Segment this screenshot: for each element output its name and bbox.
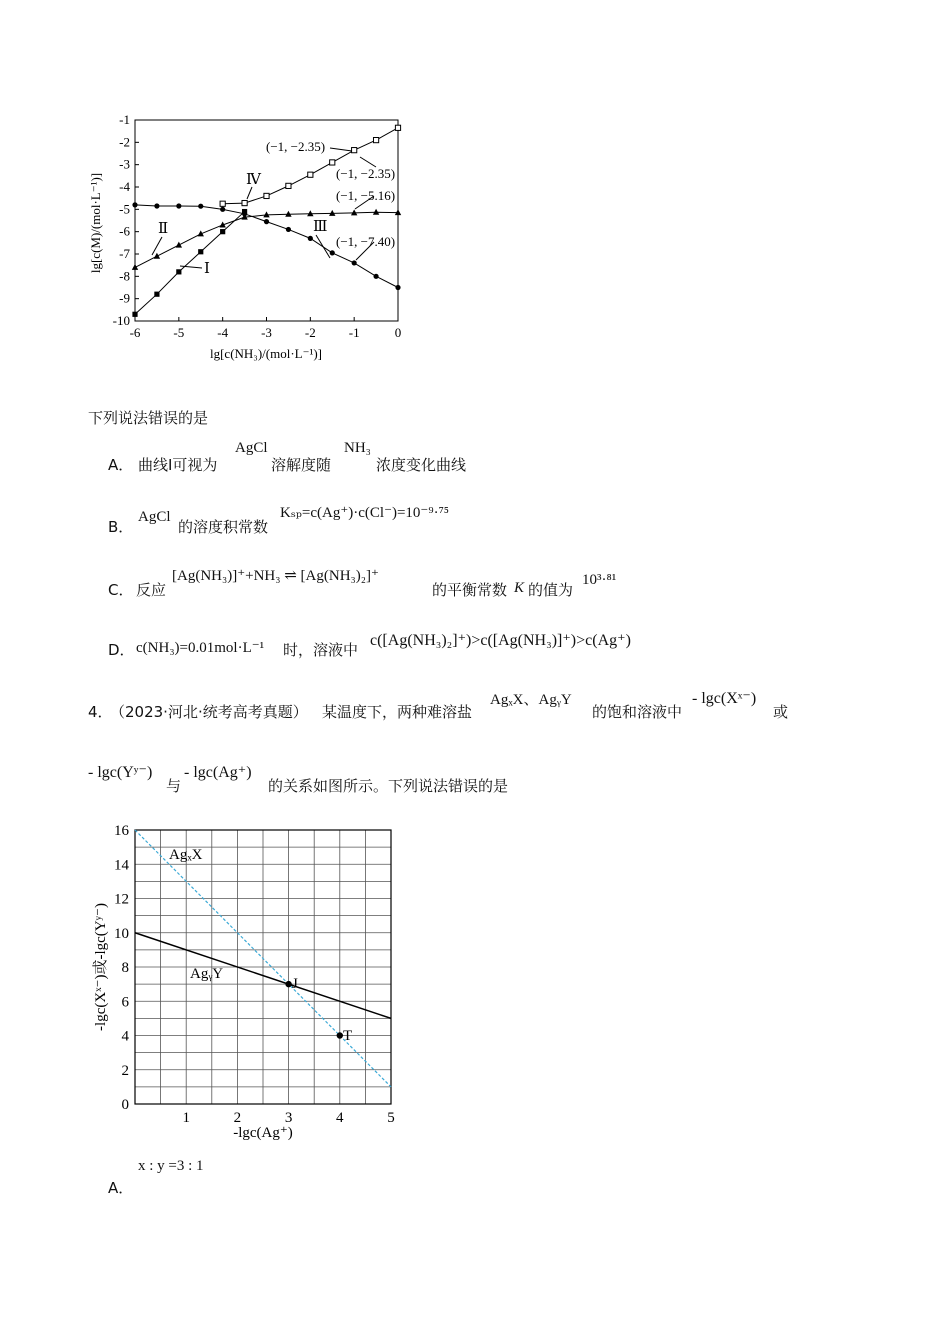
x-tick-label: -5 <box>173 325 185 340</box>
y-tick-label: -1 <box>119 112 130 127</box>
question-text: 或 <box>773 703 789 721</box>
question-text: 的关系如图所示。下列说法错误的是 <box>268 777 509 795</box>
annotation-2: (−1, −2.35) <box>336 166 396 181</box>
x-tick-label: 0 <box>394 325 402 340</box>
y-tick-label: -8 <box>119 268 130 284</box>
curve-label-III: Ⅲ <box>313 219 328 235</box>
x-tick-label: 4 <box>336 1110 344 1126</box>
data-point <box>308 172 313 177</box>
annotations <box>152 139 395 277</box>
option-text: 的平衡常数 <box>432 581 508 599</box>
series-label-agyy: AgᵧY <box>190 966 224 982</box>
formula-nh3: NH₃ <box>344 440 371 456</box>
option-letter: A． <box>108 1179 134 1197</box>
chart-silver-salts <box>85 815 415 1150</box>
curve-label-II: Ⅱ <box>158 221 169 237</box>
question-number: 4． <box>88 703 113 721</box>
formula-agcl: AgCl <box>138 509 171 525</box>
y-tick-label: 12 <box>114 891 129 908</box>
data-point <box>373 209 379 215</box>
y-tick-label: 10 <box>114 925 129 942</box>
formula-reaction: [Ag(NH₃)]⁺+NH₃ ⇌ [Ag(NH₃)₂]⁺ <box>172 568 379 584</box>
question-text: 的饱和溶液中 <box>592 703 683 721</box>
chart-ammonia-complex <box>80 105 430 380</box>
formula-nh3-conc: c(NH₃)=0.01mol·L⁻¹ <box>136 640 265 656</box>
question-text: 与 <box>166 777 182 795</box>
y-tick-label: 8 <box>121 960 129 976</box>
formula-lgc-ag: - lgc(Ag⁺) <box>184 764 252 781</box>
data-point <box>395 285 400 290</box>
y-tick-label: 16 <box>114 823 129 839</box>
annotation-1: (−1, −2.35) <box>266 139 326 154</box>
data-point <box>352 148 357 153</box>
data-point <box>154 253 160 259</box>
formula-salts: AgₓX、AgᵧY <box>490 692 572 708</box>
option-letter: D． <box>108 641 135 659</box>
series-line <box>135 212 245 315</box>
formula-agcl: AgCl <box>235 440 268 456</box>
curve-label-IV: Ⅳ <box>246 172 261 188</box>
y-tick-label: 0 <box>121 1097 129 1113</box>
y-tick-label: -4 <box>119 179 130 194</box>
option-text: 曲线Ⅰ可视为 <box>138 456 218 474</box>
data-point <box>154 292 159 297</box>
y-tick-label: -9 <box>119 290 130 306</box>
data-point <box>220 207 225 212</box>
data-point <box>285 981 291 987</box>
data-point <box>242 211 247 216</box>
annotation-4: (−1, −7.40) <box>336 234 396 249</box>
x-tick-label: 1 <box>182 1110 190 1126</box>
formula-lgc-y: - lgc(Yʸ⁻) <box>88 764 153 781</box>
option-text: 浓度变化曲线 <box>376 456 467 474</box>
data-point <box>352 260 357 265</box>
data-point <box>220 229 225 234</box>
option-letter: C． <box>108 581 134 599</box>
x-tick-label: -4 <box>217 325 229 340</box>
x-tick-label: -6 <box>129 325 141 340</box>
point-label-t: T <box>343 1028 353 1044</box>
question-source: （2023·河北·统考高考真题） <box>110 703 308 721</box>
point-label-j: J <box>292 976 298 992</box>
data-point <box>264 193 269 198</box>
formula-ksp: Kₛₚ=c(Ag⁺)·c(Cl⁻)=10⁻⁹·⁷⁵ <box>280 505 450 521</box>
x-tick-label: 5 <box>387 1110 395 1126</box>
data-point <box>242 200 247 205</box>
y-tick-label: 2 <box>121 1062 129 1079</box>
question-text: 某温度下，两种难溶盐 <box>322 703 473 721</box>
data-point <box>176 203 181 208</box>
data-point <box>176 269 181 274</box>
data-point <box>132 264 138 270</box>
annotation-3: (−1, −5.16) <box>336 188 396 203</box>
data-point <box>198 204 203 209</box>
data-point <box>176 242 182 248</box>
data-point <box>132 312 137 317</box>
x-tick-label: 3 <box>284 1110 293 1126</box>
formula-comparison: c([Ag(NH₃)₂]⁺)>c([Ag(NH₃)]⁺)>c(Ag⁺) <box>370 632 631 649</box>
option-text: 的值为 <box>528 581 574 599</box>
formula-ratio: x : y =3 : 1 <box>138 1158 204 1174</box>
y-tick-label: 6 <box>121 994 129 1011</box>
grid <box>135 830 391 1104</box>
y-tick-label: -5 <box>119 201 130 217</box>
data-point <box>330 160 335 165</box>
y-tick-label: -3 <box>119 156 130 172</box>
data-point <box>373 274 378 279</box>
data-point <box>220 201 225 206</box>
option-letter: A． <box>108 456 134 474</box>
symbol-k: K <box>514 580 525 596</box>
data-point <box>198 249 203 254</box>
data-point <box>154 203 159 208</box>
series-label-agxx: AgₓX <box>169 847 203 863</box>
y-tick-label: -10 <box>112 313 130 328</box>
formula-value: 10³·⁸¹ <box>582 572 617 588</box>
y-tick-label: -7 <box>119 246 130 261</box>
y-tick-label: 4 <box>121 1028 129 1045</box>
option-text: 的溶度积常数 <box>178 518 269 536</box>
y-tick-label: -6 <box>119 223 130 239</box>
data-point <box>308 236 313 241</box>
data-point <box>132 202 137 207</box>
data-point <box>395 125 400 130</box>
data-point <box>264 219 269 224</box>
option-text: 溶解度随 <box>271 456 332 474</box>
option-text: 时，溶液中 <box>283 641 359 659</box>
data-point <box>286 227 291 232</box>
data-point <box>330 250 335 255</box>
x-axis-label: -lgc(Ag⁺) <box>233 1125 293 1141</box>
y-axis-label: -lgc(Xˣ⁻)或-lgc(Yʸ⁻) <box>93 903 109 1031</box>
x-axis-label: lg[c(NH₃)/(mol·L⁻¹)] <box>209 346 323 361</box>
option-text: 反应 <box>136 581 167 599</box>
x-tick-label: 2 <box>233 1110 242 1126</box>
data-point <box>373 138 378 143</box>
y-axis-label: lg[c(M)/(mol·L⁻¹)] <box>88 172 103 274</box>
x-tick-label: -3 <box>261 325 272 340</box>
curve-label-I: Ⅰ <box>204 261 210 277</box>
formula-lgc-x: - lgc(Xˣ⁻) <box>692 690 757 707</box>
y-tick-label: -2 <box>119 134 130 150</box>
data-point <box>286 183 291 188</box>
question-stem: 下列说法错误的是 <box>88 409 209 427</box>
x-tick-label: -2 <box>304 325 316 340</box>
y-tick-label: 14 <box>114 857 129 874</box>
x-tick-label: -1 <box>348 325 360 340</box>
option-letter: B． <box>108 518 134 536</box>
